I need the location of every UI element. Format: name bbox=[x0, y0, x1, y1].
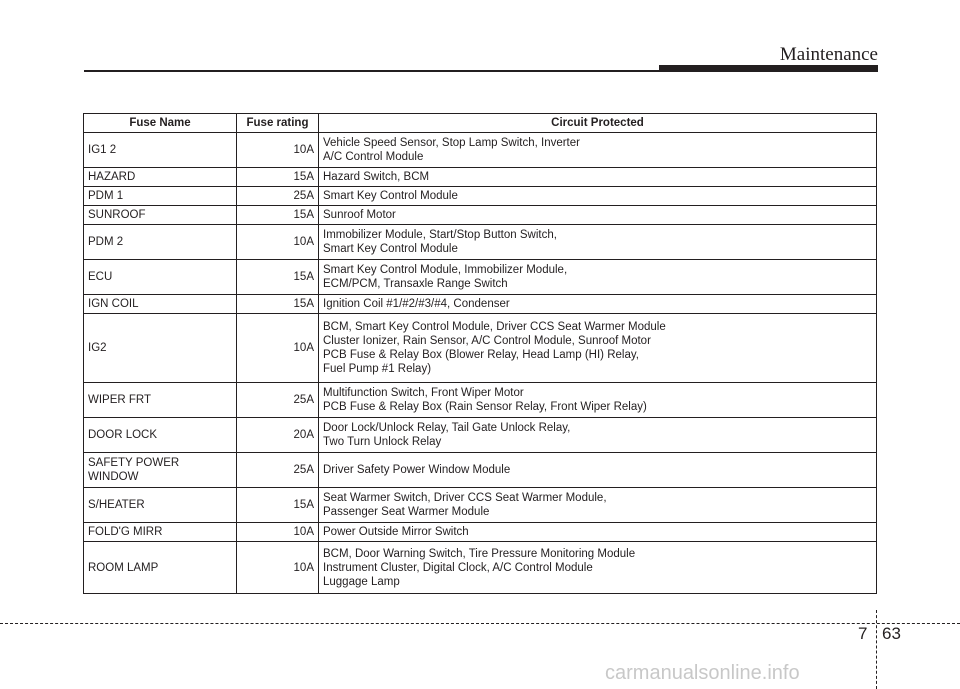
table-row bbox=[84, 187, 877, 206]
fuse-rating-cell: 10A bbox=[237, 542, 319, 594]
table-row bbox=[84, 225, 877, 260]
fuse-rating-cell: 25A bbox=[237, 187, 319, 206]
table-row bbox=[84, 314, 877, 383]
circuit-protected-cell: Immobilizer Module, Start/Stop Button Switch, Smart Key Control Module bbox=[319, 225, 877, 260]
fuse-rating-cell: 15A bbox=[237, 260, 319, 295]
fuse-name-cell: IG2 bbox=[84, 314, 237, 383]
fuse-name-cell: DOOR LOCK bbox=[84, 418, 237, 453]
watermark-text: carmanualsonline.info bbox=[605, 662, 800, 684]
table-row bbox=[84, 206, 877, 225]
page-number-separator bbox=[876, 610, 877, 689]
fuse-rating-cell: 10A bbox=[237, 314, 319, 383]
table-row bbox=[84, 260, 877, 295]
fuse-name-cell: IG1 2 bbox=[84, 133, 237, 168]
table-row bbox=[84, 418, 877, 453]
circuit-protected-cell: Sunroof Motor bbox=[319, 206, 877, 225]
fuse-name-cell: PDM 1 bbox=[84, 187, 237, 206]
column-header-fuse-name: Fuse Name bbox=[84, 114, 237, 133]
fuse-table bbox=[83, 113, 877, 594]
table-row bbox=[84, 133, 877, 168]
fuse-rating-cell: 15A bbox=[237, 168, 319, 187]
fuse-rating-cell: 15A bbox=[237, 295, 319, 314]
circuit-protected-cell: Seat Warmer Switch, Driver CCS Seat Warmer Module, Passenger Seat Warmer Module bbox=[319, 488, 877, 523]
fuse-rating-cell: 20A bbox=[237, 418, 319, 453]
column-header-fuse-rating: Fuse rating bbox=[237, 114, 319, 133]
fuse-rating-cell: 15A bbox=[237, 488, 319, 523]
circuit-protected-cell: Driver Safety Power Window Module bbox=[319, 453, 877, 488]
page-number: 63 bbox=[882, 624, 901, 643]
header-tab-bar bbox=[659, 65, 878, 72]
fuse-name-cell: SUNROOF bbox=[84, 206, 237, 225]
fuse-rating-cell: 25A bbox=[237, 383, 319, 418]
fuse-rating-cell: 10A bbox=[237, 133, 319, 168]
table-row bbox=[84, 488, 877, 523]
table-row bbox=[84, 453, 877, 488]
table-header-row bbox=[84, 114, 877, 133]
circuit-protected-cell: Smart Key Control Module, Immobilizer Module, ECM/PCM, Transaxle Range Switch bbox=[319, 260, 877, 295]
table-row bbox=[84, 542, 877, 594]
circuit-protected-cell: BCM, Smart Key Control Module, Driver CCS Seat Warmer Module Cluster Ionizer, Rain Sensor, A/C Control Module, Sunroof Motor PCB Fuse & Relay Box (Blower Relay, Head Lamp (HI) Relay, Fuel Pump #1 Relay) bbox=[319, 314, 877, 383]
fuse-name-cell: FOLD'G MIRR bbox=[84, 523, 237, 542]
fuse-name-cell: ECU bbox=[84, 260, 237, 295]
table-row bbox=[84, 295, 877, 314]
fuse-rating-cell: 15A bbox=[237, 206, 319, 225]
circuit-protected-cell: Vehicle Speed Sensor, Stop Lamp Switch, Inverter A/C Control Module bbox=[319, 133, 877, 168]
fuse-name-cell: S/HEATER bbox=[84, 488, 237, 523]
fuse-name-cell: WIPER FRT bbox=[84, 383, 237, 418]
fuse-name-cell: HAZARD bbox=[84, 168, 237, 187]
fuse-name-cell: IGN COIL bbox=[84, 295, 237, 314]
table-row bbox=[84, 168, 877, 187]
circuit-protected-cell: Multifunction Switch, Front Wiper Motor PCB Fuse & Relay Box (Rain Sensor Relay, Front Wiper Relay) bbox=[319, 383, 877, 418]
circuit-protected-cell: Ignition Coil #1/#2/#3/#4, Condenser bbox=[319, 295, 877, 314]
section-title: Maintenance bbox=[779, 44, 878, 65]
header-rule bbox=[84, 70, 659, 72]
table-row bbox=[84, 523, 877, 542]
table-row bbox=[84, 383, 877, 418]
circuit-protected-cell: BCM, Door Warning Switch, Tire Pressure Monitoring Module Instrument Cluster, Digital Clock, A/C Control Module Luggage Lamp bbox=[319, 542, 877, 594]
fuse-rating-cell: 10A bbox=[237, 225, 319, 260]
fuse-name-cell: SAFETY POWER WINDOW bbox=[84, 453, 237, 488]
circuit-protected-cell: Hazard Switch, BCM bbox=[319, 168, 877, 187]
circuit-protected-cell: Door Lock/Unlock Relay, Tail Gate Unlock Relay, Two Turn Unlock Relay bbox=[319, 418, 877, 453]
circuit-protected-cell: Power Outside Mirror Switch bbox=[319, 523, 877, 542]
chapter-number: 7 bbox=[858, 624, 868, 643]
footer-dashed-rule bbox=[0, 623, 960, 624]
circuit-protected-cell: Smart Key Control Module bbox=[319, 187, 877, 206]
fuse-rating-cell: 25A bbox=[237, 453, 319, 488]
fuse-name-cell: PDM 2 bbox=[84, 225, 237, 260]
fuse-name-cell: ROOM LAMP bbox=[84, 542, 237, 594]
column-header-circuit-protected: Circuit Protected bbox=[319, 114, 877, 133]
fuse-rating-cell: 10A bbox=[237, 523, 319, 542]
